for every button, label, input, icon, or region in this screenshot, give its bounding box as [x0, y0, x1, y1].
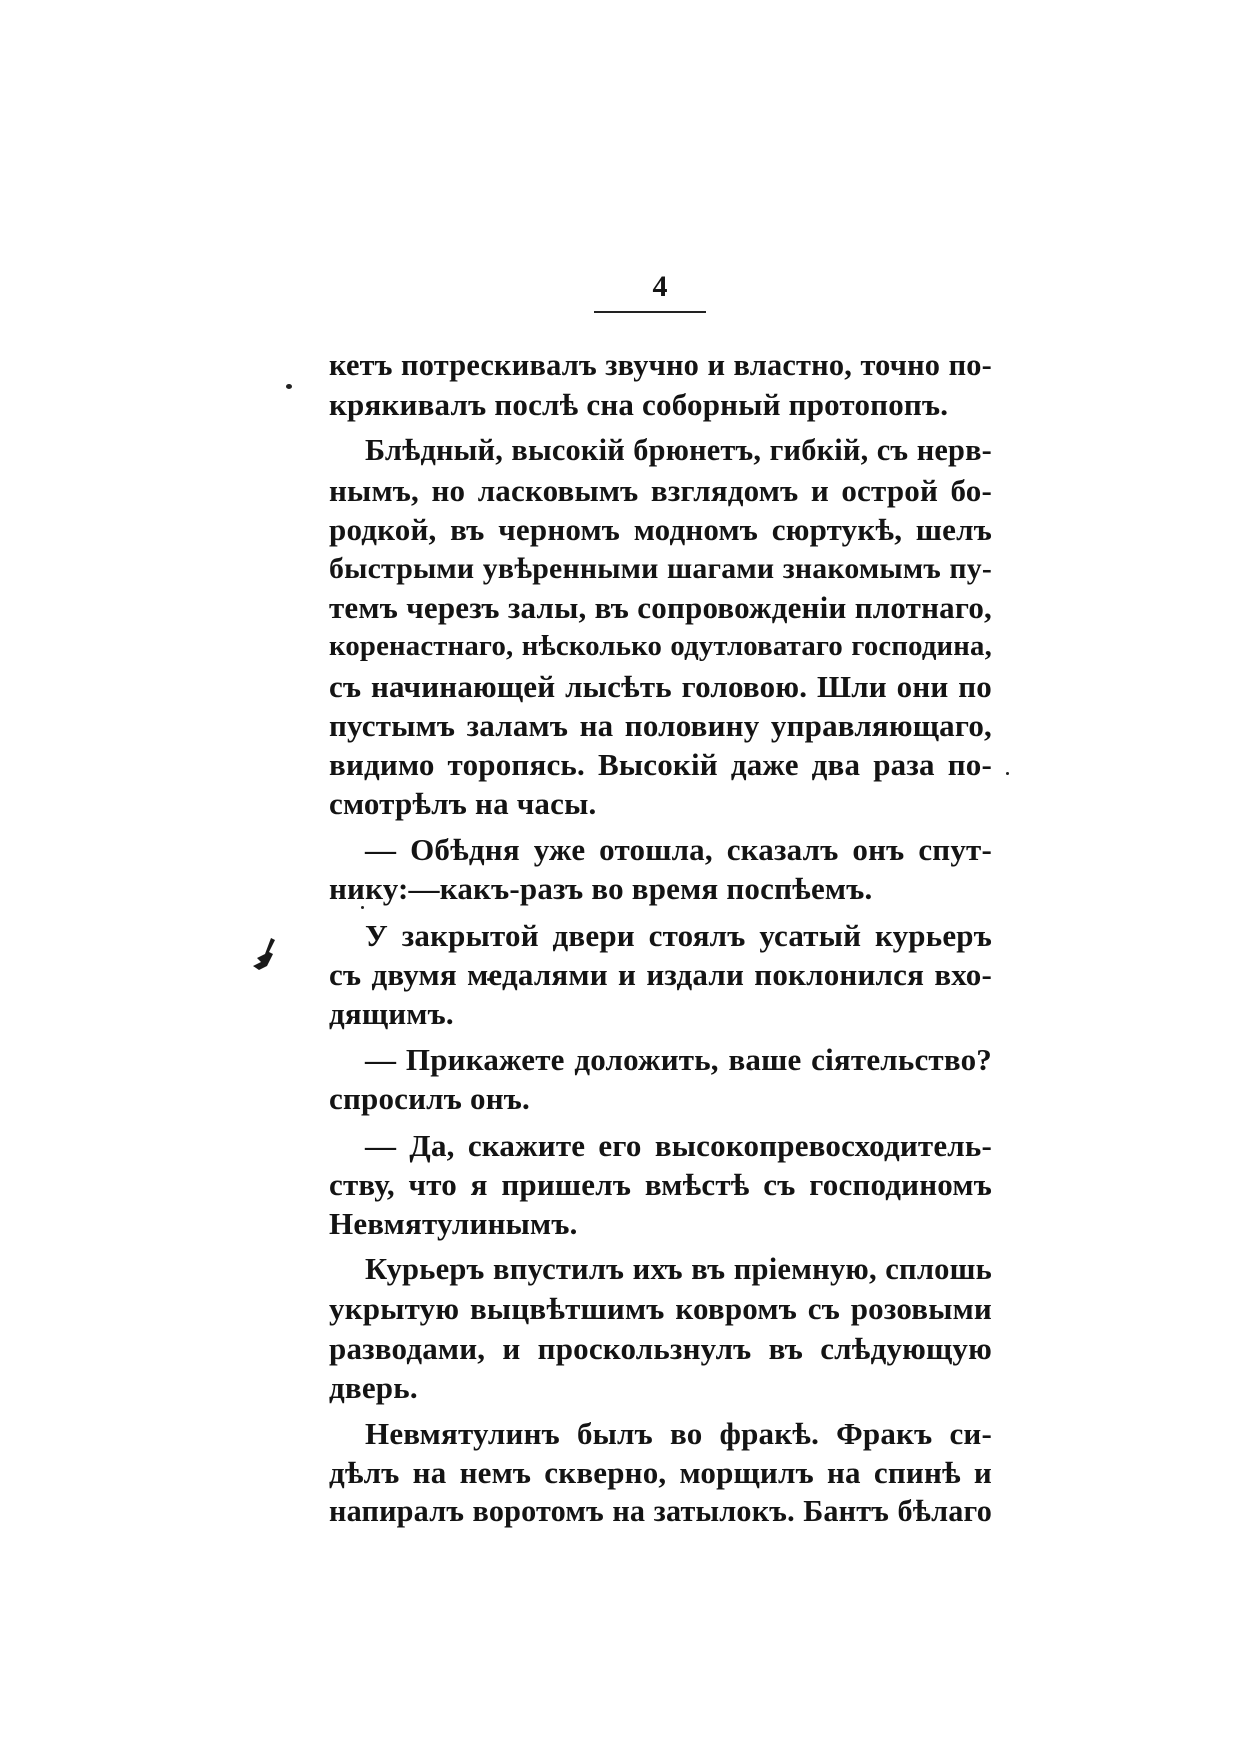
text-line: кетъ потрескивалъ звучно и властно, точно по- — [329, 348, 992, 382]
text-line: родкой, въ черномъ модномъ сюртукѣ, шелъ — [329, 511, 992, 547]
text-line: коренастнаго, нѣсколько одутловатаго господина, — [329, 630, 992, 663]
paragraph-first-line: — Обѣдня уже отошла, сказалъ онъ спут- — [365, 832, 992, 868]
text-line: спросилъ онъ. — [329, 1081, 530, 1117]
header-rule — [594, 311, 706, 313]
text-line: напиралъ воротомъ на затылокъ. Бантъ бѣлаго — [329, 1494, 992, 1529]
text-line: дѣлъ на немъ скверно, морщилъ на спинѣ и — [329, 1455, 992, 1491]
paragraph-first-line: Курьеръ впустилъ ихъ въ пріемную, сплошь — [365, 1252, 992, 1287]
text-line: съ двумя медалями и издали поклонился вхо- — [329, 956, 992, 992]
text-line: темъ черезъ залы, въ сопровожденіи плотнаго, — [329, 590, 992, 626]
paragraph-first-line: — Прикажете доложить, ваше сіятельство? — [365, 1042, 992, 1078]
text-line: дящимъ. — [329, 996, 454, 1031]
text-line: дверь. — [329, 1369, 418, 1405]
text-line: нику:—какъ-разъ во время поспѣемъ. — [329, 871, 873, 907]
text-line: смотрѣлъ на часы. — [329, 786, 597, 822]
body-text — [329, 346, 992, 1531]
text-line: нымъ, но ласковымъ взглядомъ и острой бо- — [329, 472, 992, 508]
text-line: пустымъ заламъ на половину управляющаго, — [329, 707, 992, 743]
text-line: быстрыми увѣренными шагами знакомымъ пу- — [329, 551, 992, 585]
ink-speck — [1006, 772, 1009, 775]
text-line: крякивалъ послѣ сна соборный протопопъ. — [329, 387, 949, 423]
text-line: ству, что я пришелъ вмѣстѣ съ господиномъ — [329, 1166, 992, 1202]
page-number: 4 — [652, 270, 668, 303]
text-line: съ начинающей лысѣть головою. Шли они по — [329, 668, 992, 704]
text-line: видимо торопясь. Высокій даже два раза по- — [329, 746, 992, 782]
text-line: Невмятулинымъ. — [329, 1205, 578, 1241]
paragraph-first-line: У закрытой двери стоялъ усатый курьеръ — [365, 917, 992, 953]
ink-blot — [251, 936, 281, 976]
text-line: разводами, и проскользнулъ въ слѣдующую — [329, 1330, 992, 1366]
ink-speck — [286, 384, 292, 389]
paragraph-first-line: Невмятулинъ былъ во фракѣ. Фракъ си- — [365, 1415, 992, 1451]
paragraph-first-line: — Да, скажите его высокопревосходитель- — [365, 1127, 992, 1163]
paragraph-first-line: Блѣдный, высокій брюнетъ, гибкій, съ нерв- — [365, 433, 992, 468]
text-line: укрытую выцвѣтшимъ ковромъ съ розовыми — [329, 1291, 992, 1327]
